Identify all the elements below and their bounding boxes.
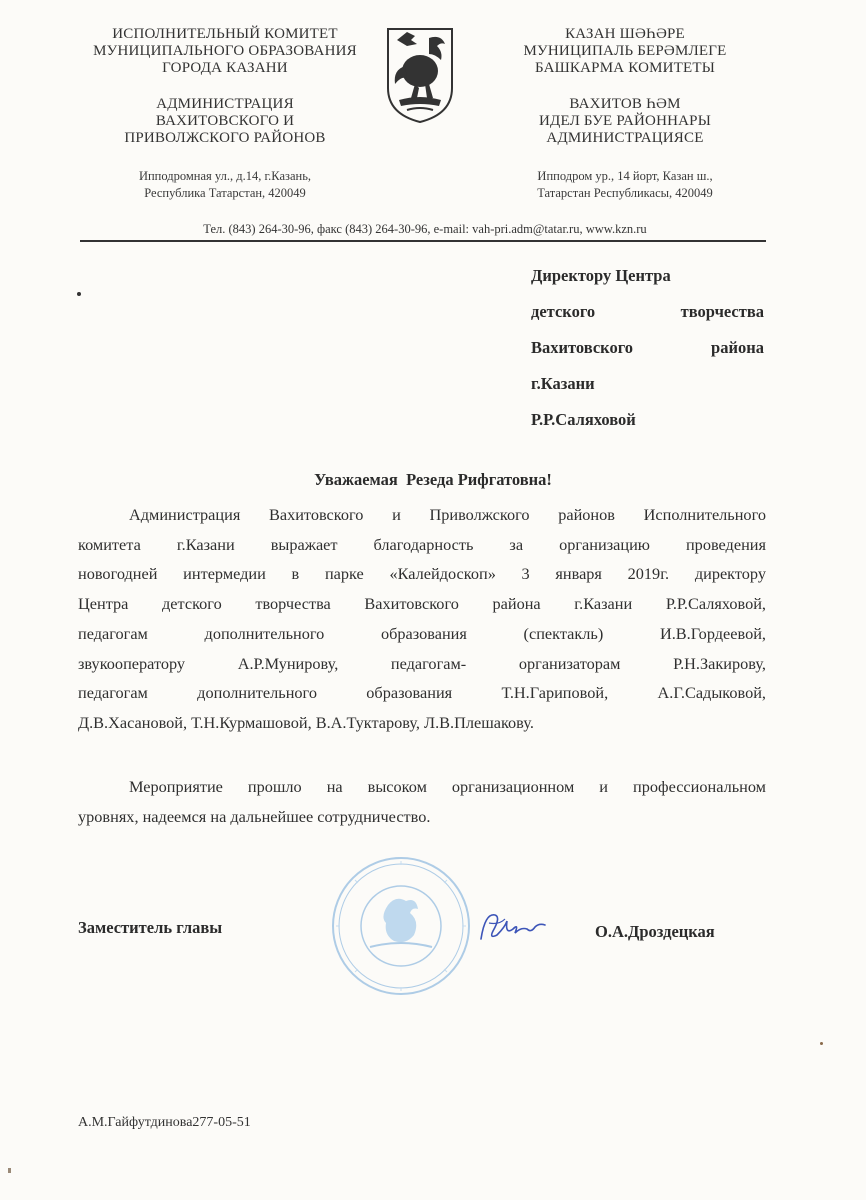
official-round-stamp-icon <box>330 855 472 997</box>
header-left-line: МУНИЦИПАЛЬНОГО ОБРАЗОВАНИЯ <box>93 43 357 59</box>
handwritten-signature-icon <box>475 905 550 950</box>
header-right-line: АДМИНИСТРАЦИЯСЕ <box>546 130 704 146</box>
kazan-coat-of-arms-icon <box>385 26 455 124</box>
body-line: Мероприятие прошло на высоком организационном и профессиональном <box>129 777 766 796</box>
header-right-line: БАШКАРМА КОМИТЕТЫ <box>534 60 716 76</box>
body-paragraph-2 <box>78 772 766 831</box>
body-line: Администрация Вахитовского и Приволжского районов Исполнительного <box>129 505 766 524</box>
header-left-line: ПРИВОЛЖСКОГО РАЙОНОВ <box>124 130 326 146</box>
address-line: Ипподромная ул., д.14, г.Казань, <box>138 169 312 183</box>
signatory-name: О.А.Дроздецкая <box>595 922 715 941</box>
header-right-line: МУНИЦИПАЛЬ БЕРӘМЛЕГЕ <box>523 43 727 59</box>
address-line: Татарстан Республикасы, 420049 <box>537 186 713 200</box>
addressee-line: Директору Центра <box>531 266 671 285</box>
address-line: Ипподром ур., 14 йорт, Казан ш., <box>537 169 713 183</box>
body-line: уровнях, надеемся на дальнейшее сотрудничество. <box>78 806 431 826</box>
body-line: новогодней интермедии в парке «Калейдоскоп» 3 января 2019г. директору <box>78 564 766 584</box>
header-right-line: КАЗАН ШӘҺӘРЕ <box>565 26 685 42</box>
paper-speck <box>8 1168 11 1173</box>
header-divider <box>80 240 766 242</box>
paper-speck <box>820 1042 823 1045</box>
header-left-line: ИСПОЛНИТЕЛЬНЫЙ КОМИТЕТ <box>112 26 338 42</box>
body-line: Д.В.Хасановой, Т.Н.Курмашовой, В.А.Туктарову, Л.В.Плешакову. <box>78 712 534 732</box>
executor-footer: А.М.Гайфутдинова277-05-51 <box>78 1115 251 1130</box>
body-line: комитета г.Казани выражает благодарность за организацию проведения <box>78 534 766 554</box>
addressee-line: г.Казани <box>531 374 595 393</box>
contacts-line: Тел. (843) 264-30-96, факс (843) 264-30-96, e-mail: vah-pri.adm@tatar.ru, www.kzn.ru <box>203 222 647 236</box>
salutation: Уважаемая Резеда Рифгатовна! <box>314 470 552 489</box>
signatory-title: Заместитель главы <box>78 918 223 937</box>
body-line: звукооператору А.Р.Мунирову, педагогам- организаторам Р.Н.Закирову, <box>78 653 766 673</box>
header-left-address <box>70 168 380 202</box>
header-right-org <box>480 26 770 77</box>
header-left-line: ГОРОДА КАЗАНИ <box>162 60 288 76</box>
addressee-line: детского творчества <box>531 302 764 321</box>
addressee-line: Р.Р.Саляховой <box>531 410 636 429</box>
addressee-line: Вахитовского района <box>531 338 764 357</box>
header-right-address <box>480 168 770 202</box>
addressee-block <box>531 258 764 438</box>
address-line: Республика Татарстан, 420049 <box>144 186 306 200</box>
body-paragraph-1 <box>78 500 766 738</box>
body-line: Центра детского творчества Вахитовского района г.Казани Р.Р.Саляховой, <box>78 594 766 614</box>
header-left-org <box>70 26 380 77</box>
header-right-line: ВАХИТОВ ҺӘМ <box>569 96 681 112</box>
body-line: педагогам дополнительного образования Т.Н.Гариповой, А.Г.Садыковой, <box>78 683 766 703</box>
header-left-admin <box>70 96 380 147</box>
header-left-line: АДМИНИСТРАЦИЯ <box>156 96 294 112</box>
ink-dot <box>77 292 81 296</box>
header-right-line: ИДЕЛ БУЕ РАЙОННАРЫ <box>538 113 711 129</box>
header-left-line: ВАХИТОВСКОГО И <box>155 113 295 129</box>
header-right-admin <box>480 96 770 147</box>
body-line: педагогам дополнительного образования (спектакль) И.В.Гордеевой, <box>78 623 766 643</box>
